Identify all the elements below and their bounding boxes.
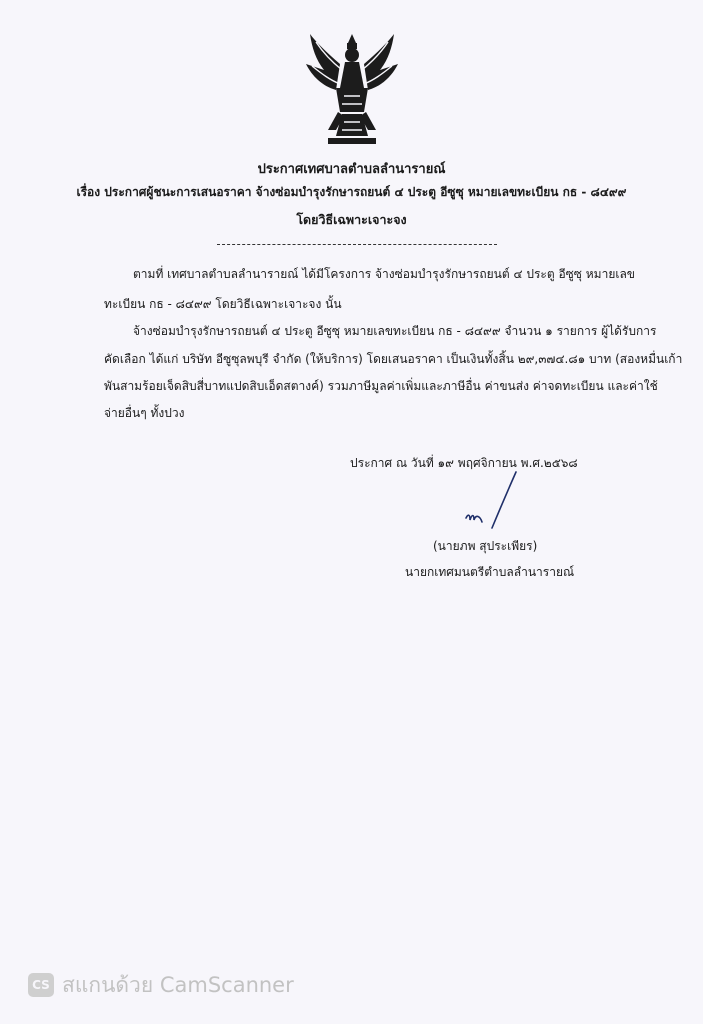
- garuda-emblem-icon: [302, 30, 402, 148]
- camscanner-logo-icon: CS: [28, 973, 54, 997]
- handwritten-signature-icon: [458, 470, 528, 532]
- document-title: ประกาศเทศบาลตำบลลำนารายณ์: [257, 162, 446, 177]
- body-paragraph-2-line-1: จ้างซ่อมบำรุงรักษารถยนต์ ๔ ประตู อีซูซุ หมายเลขทะเบียน กธ - ๘๔๙๙ จำนวน ๑ รายการ ผู้ได้รับการ: [133, 324, 657, 338]
- body-paragraph-2-line-3: พันสามร้อยเจ็ดสิบสี่บาทแปดสิบเอ็ดสตางค์) รวมภาษีมูลค่าเพิ่มและภาษีอื่น ค่าขนส่ง ค่าจดทะเบียน และค่าใช้: [104, 379, 658, 393]
- document-subject: เรื่อง ประกาศผู้ชนะการเสนอราคา จ้างซ่อมบำรุงรักษารถยนต์ ๔ ประตู อีซูซุ หมายเลขทะเบียน กธ - ๘๔๙๙: [76, 185, 627, 199]
- announcement-date: ประกาศ ณ วันที่ ๑๙ พฤศจิกายน พ.ศ.๒๕๖๘: [350, 456, 578, 470]
- body-paragraph-1-line-1: ตามที่ เทศบาลตำบลลำนารายณ์ ได้มีโครงการ จ้างซ่อมบำรุงรักษารถยนต์ ๔ ประตู อีซูซุ หมายเลข: [133, 267, 636, 281]
- procurement-method: โดยวิธีเฉพาะเจาะจง: [296, 212, 407, 227]
- body-paragraph-1-line-2: ทะเบียน กธ - ๘๔๙๙ โดยวิธีเฉพาะเจาะจง นั้น: [104, 297, 342, 311]
- header-divider: [217, 244, 497, 245]
- signer-name: (นายภพ สุประเพียร): [433, 539, 538, 553]
- body-paragraph-2-line-4: จ่ายอื่นๆ ทั้งปวง: [104, 406, 185, 420]
- camscanner-watermark-text: สแกนด้วย CamScanner: [62, 972, 294, 997]
- body-paragraph-2-line-2: คัดเลือก ได้แก่ บริษัท อีซูซุลพบุรี จำกัด (ให้บริการ) โดยเสนอราคา เป็นเงินทั้งสิ้น ๒๙,๓๗๔.๘๑ บาท (สองหมื่นเก้า: [104, 352, 683, 366]
- signer-position: นายกเทศมนตรีตำบลลำนารายณ์: [405, 565, 575, 579]
- camscanner-watermark: [28, 970, 294, 1000]
